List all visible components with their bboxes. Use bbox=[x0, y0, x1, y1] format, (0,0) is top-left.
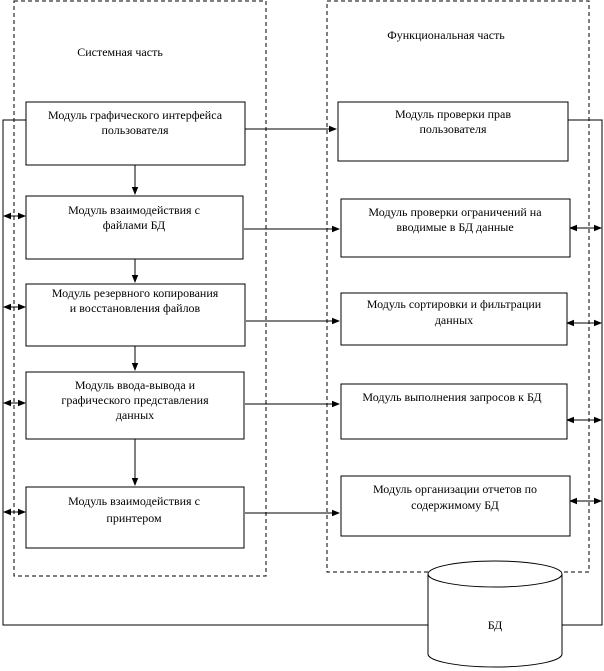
system-module-gui bbox=[26, 102, 245, 165]
module-label-line: Модуль организации отчетов по bbox=[372, 482, 538, 496]
system-module-printer bbox=[26, 487, 244, 548]
functional-module-sorting bbox=[341, 293, 567, 345]
functional-module-rights bbox=[338, 102, 568, 161]
system-part-title: Системная часть bbox=[77, 45, 163, 59]
functional-part-title: Функциональная часть bbox=[387, 28, 505, 42]
module-label-line: принтером bbox=[106, 511, 162, 525]
module-label-line: Модуль ввода-вывода и bbox=[74, 378, 196, 392]
module-label-line: Модуль резервного копирования bbox=[51, 286, 219, 300]
module-label-line: Модуль взаимодействия с bbox=[68, 203, 200, 217]
system-module-io bbox=[26, 372, 244, 439]
module-label-line: Модуль взаимодействия с bbox=[68, 494, 200, 508]
system-module-db-files bbox=[26, 196, 243, 259]
module-label-line: пользователя bbox=[101, 123, 169, 137]
module-label-line: файлами БД bbox=[102, 218, 166, 232]
module-label-line: Модуль проверки прав bbox=[394, 107, 512, 121]
system-module-backup bbox=[26, 284, 245, 346]
module-label-line: пользователя bbox=[419, 122, 487, 136]
database-label: БД bbox=[487, 618, 503, 632]
module-label-line: содержимому БД bbox=[411, 498, 499, 512]
module-label-line: Модуль графического интерфейса bbox=[47, 108, 223, 122]
functional-module-reports bbox=[341, 476, 570, 536]
functional-module-queries bbox=[341, 384, 567, 439]
database-cylinder bbox=[428, 561, 562, 667]
module-label-line: Модуль выполнения запросов к БД bbox=[362, 390, 542, 404]
module-label-line: Модуль сортировки и фильтрации bbox=[366, 297, 542, 311]
module-label-line: графического представления bbox=[61, 393, 209, 407]
module-label-line: и восстановления файлов bbox=[69, 301, 201, 315]
module-label-line: Модуль проверки ограничений на bbox=[368, 205, 542, 219]
functional-module-constraints bbox=[341, 199, 570, 257]
module-label-line: данных bbox=[115, 408, 155, 422]
module-label-line: вводимые в БД данные bbox=[396, 220, 514, 234]
module-label-line: данных bbox=[434, 313, 474, 327]
